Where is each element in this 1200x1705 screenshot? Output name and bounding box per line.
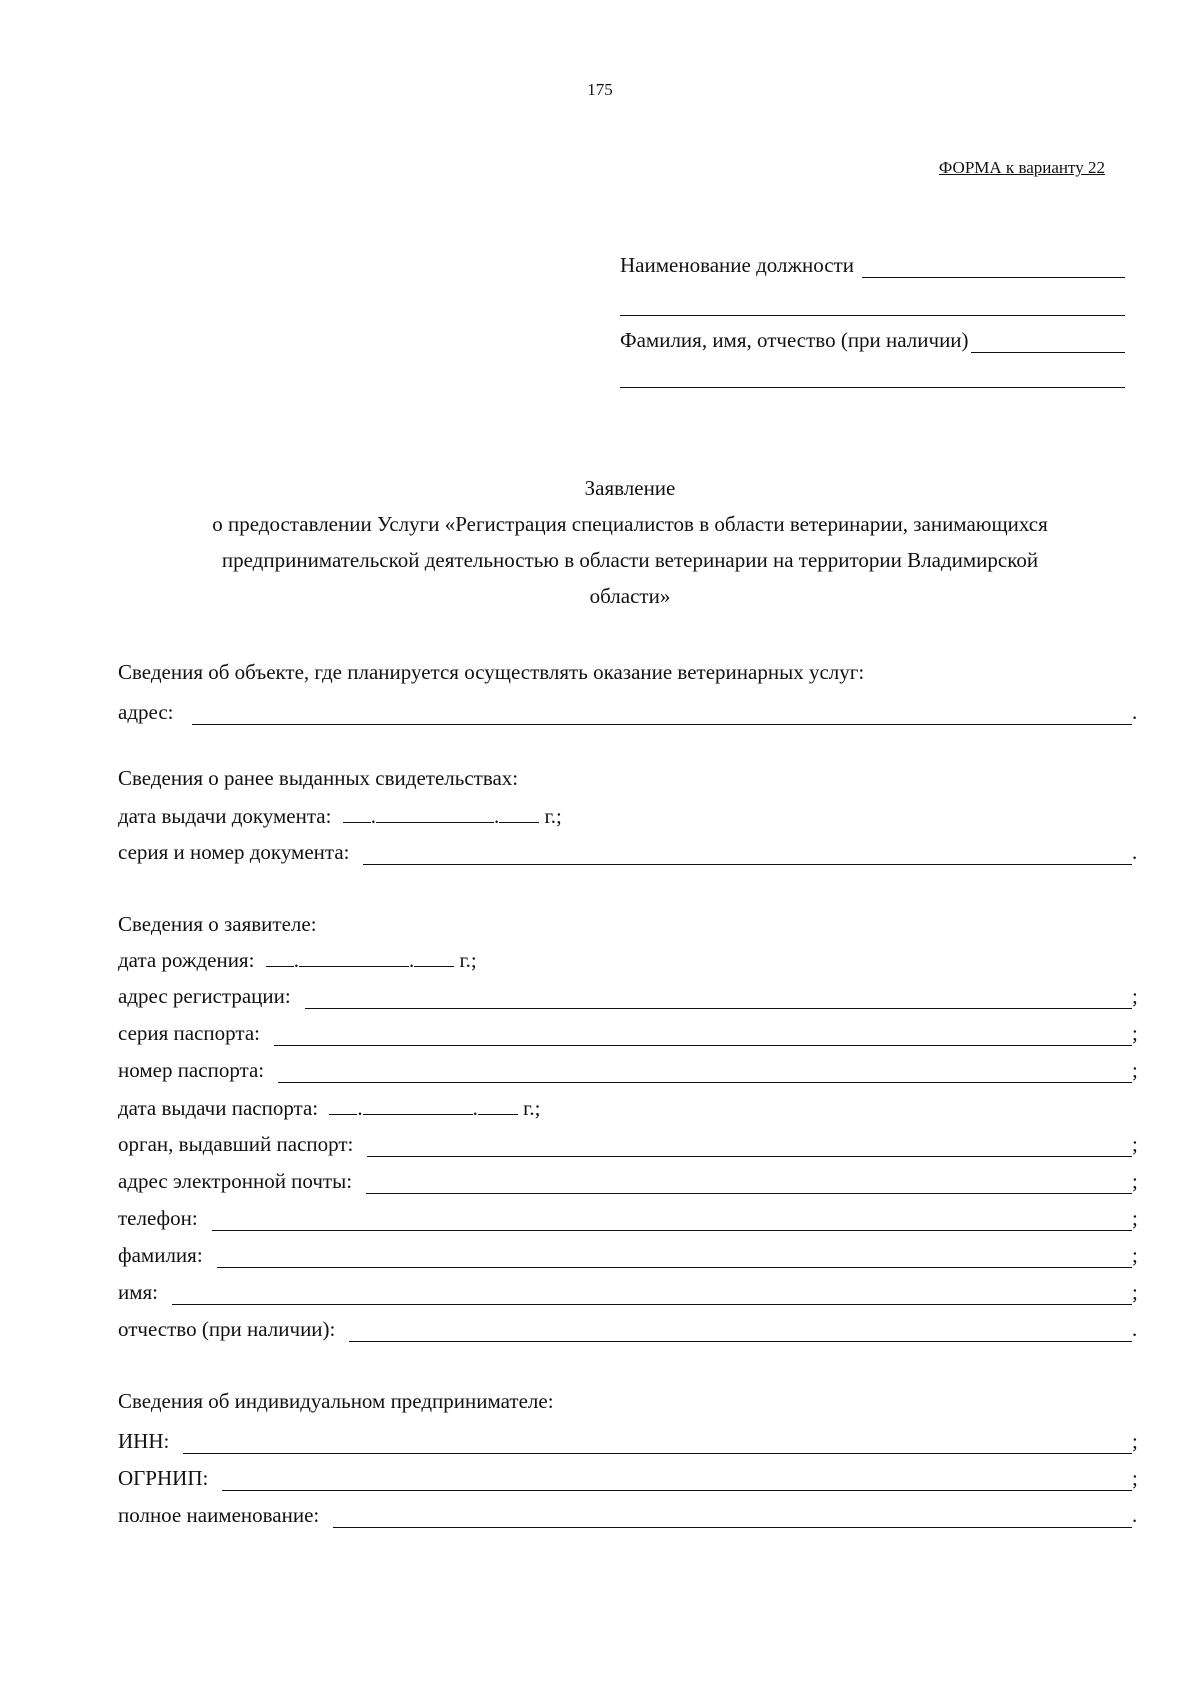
month-blank[interactable] [363, 1100, 473, 1115]
month-blank[interactable] [299, 952, 409, 967]
passport-series-field[interactable] [118, 1016, 1142, 1046]
email-blank[interactable] [366, 1179, 1132, 1194]
passport-issue-date-label: дата выдачи паспорта: [118, 1096, 319, 1120]
ogrnip-label: ОГРНИП: [118, 1466, 209, 1490]
year-suffix: г.; [459, 948, 477, 972]
patronymic-field[interactable] [118, 1312, 1142, 1342]
phone-blank[interactable] [212, 1216, 1132, 1231]
fio-blank-line-2[interactable] [620, 386, 1125, 388]
year-blank[interactable] [414, 952, 454, 967]
reg-address-field[interactable] [118, 979, 1142, 1009]
position-field[interactable] [620, 253, 1125, 278]
object-section-title: Сведения об объекте, где планируется осуществлять оказание ветеринарных услуг: [118, 660, 865, 684]
semicolon-mark: ; [1132, 1243, 1138, 1267]
period-mark: . [1132, 1317, 1138, 1341]
semicolon-mark: ; [1132, 1021, 1138, 1045]
surname-label: фамилия: [118, 1243, 203, 1267]
object-address-field[interactable] [118, 695, 1142, 725]
full-name-label: полное наименование: [118, 1503, 320, 1527]
fio-label: Фамилия, имя, отчество (при наличии) [620, 328, 969, 352]
entrepreneur-section-title: Сведения об индивидуальном предпринимателе: [118, 1389, 554, 1413]
phone-label: телефон: [118, 1206, 198, 1230]
semicolon-mark: ; [1132, 1429, 1138, 1453]
object-address-label: адрес: [118, 700, 174, 724]
year-suffix: г.; [523, 1096, 541, 1120]
period-mark: . [1132, 840, 1138, 864]
semicolon-mark: ; [1132, 984, 1138, 1008]
semicolon-mark: ; [1132, 1466, 1138, 1490]
reg-address-blank[interactable] [305, 994, 1132, 1009]
certificate-series-number-blank[interactable] [363, 850, 1132, 865]
statement-subtitle-line-1: о предоставлении Услуги «Регистрация специалистов в области ветеринарии, занимающихся [212, 512, 1048, 536]
ogrnip-blank[interactable] [222, 1476, 1132, 1491]
certificate-series-number-label: серия и номер документа: [118, 840, 350, 864]
semicolon-mark: ; [1132, 1132, 1138, 1156]
passport-issue-date-field[interactable]: дата выдачи паспорта: . . г.; [118, 1096, 541, 1120]
reg-address-label: адрес регистрации: [118, 984, 291, 1008]
day-blank[interactable] [329, 1100, 357, 1115]
year-blank[interactable] [478, 1100, 518, 1115]
full-name-field[interactable] [118, 1498, 1142, 1528]
name-blank[interactable] [172, 1290, 1132, 1305]
email-field[interactable] [118, 1164, 1142, 1194]
semicolon-mark: ; [1132, 1169, 1138, 1193]
statement-title: Заявление [584, 476, 676, 500]
applicant-section-title: Сведения о заявителе: [118, 912, 317, 936]
period-mark: . [1132, 1503, 1138, 1527]
fio-blank[interactable] [971, 334, 1125, 353]
statement-heading [140, 470, 1120, 614]
surname-field[interactable] [118, 1238, 1142, 1268]
surname-blank[interactable] [217, 1253, 1132, 1268]
name-field[interactable] [118, 1275, 1142, 1305]
certificates-section-title: Сведения о ранее выданных свидетельствах: [118, 766, 519, 790]
full-name-blank[interactable] [333, 1513, 1132, 1528]
phone-field[interactable] [118, 1201, 1142, 1231]
position-blank[interactable] [862, 259, 1125, 278]
page-number: 175 [587, 80, 613, 99]
semicolon-mark: ; [1132, 1280, 1138, 1304]
fio-field[interactable] [620, 328, 1125, 353]
patronymic-blank[interactable] [349, 1327, 1132, 1342]
passport-series-label: серия паспорта: [118, 1021, 260, 1045]
semicolon-mark: ; [1132, 1206, 1138, 1230]
statement-subtitle-line-3: области» [589, 584, 671, 608]
day-blank[interactable] [266, 952, 294, 967]
month-blank[interactable] [376, 808, 494, 823]
passport-issuer-blank[interactable] [367, 1142, 1132, 1157]
semicolon-mark: ; [1132, 1058, 1138, 1082]
ogrnip-field[interactable] [118, 1461, 1142, 1491]
certificate-series-number-field[interactable] [118, 835, 1142, 865]
email-label: адрес электронной почты: [118, 1169, 353, 1193]
passport-series-blank[interactable] [274, 1031, 1132, 1046]
object-address-blank[interactable] [192, 710, 1132, 725]
patronymic-label: отчество (при наличии): [118, 1317, 336, 1341]
passport-number-field[interactable] [118, 1053, 1142, 1083]
period-mark: . [1132, 700, 1138, 724]
year-blank[interactable] [499, 808, 539, 823]
position-blank-line-2[interactable] [620, 314, 1125, 316]
certificate-issue-date-field[interactable]: дата выдачи документа: . . г.; [118, 804, 562, 828]
passport-number-blank[interactable] [278, 1068, 1132, 1083]
certificate-issue-date-label: дата выдачи документа: [118, 804, 332, 828]
inn-label: ИНН: [118, 1429, 170, 1453]
name-label: имя: [118, 1280, 159, 1304]
day-blank[interactable] [343, 808, 371, 823]
passport-issuer-label: орган, выдавший паспорт: [118, 1132, 354, 1156]
year-suffix: г.; [544, 804, 562, 828]
birth-date-field[interactable]: дата рождения: . . г.; [118, 948, 477, 972]
statement-subtitle-line-2: предпринимательской деятельностью в области ветеринарии на территории Владимирской [221, 548, 1039, 572]
inn-blank[interactable] [183, 1439, 1132, 1454]
position-label: Наименование должности [620, 253, 854, 277]
passport-number-label: номер паспорта: [118, 1058, 265, 1082]
passport-issuer-field[interactable] [118, 1127, 1142, 1157]
birth-date-label: дата рождения: [118, 948, 255, 972]
inn-field[interactable] [118, 1424, 1142, 1454]
form-tag: ФОРМА к варианту 22 [938, 158, 1105, 177]
